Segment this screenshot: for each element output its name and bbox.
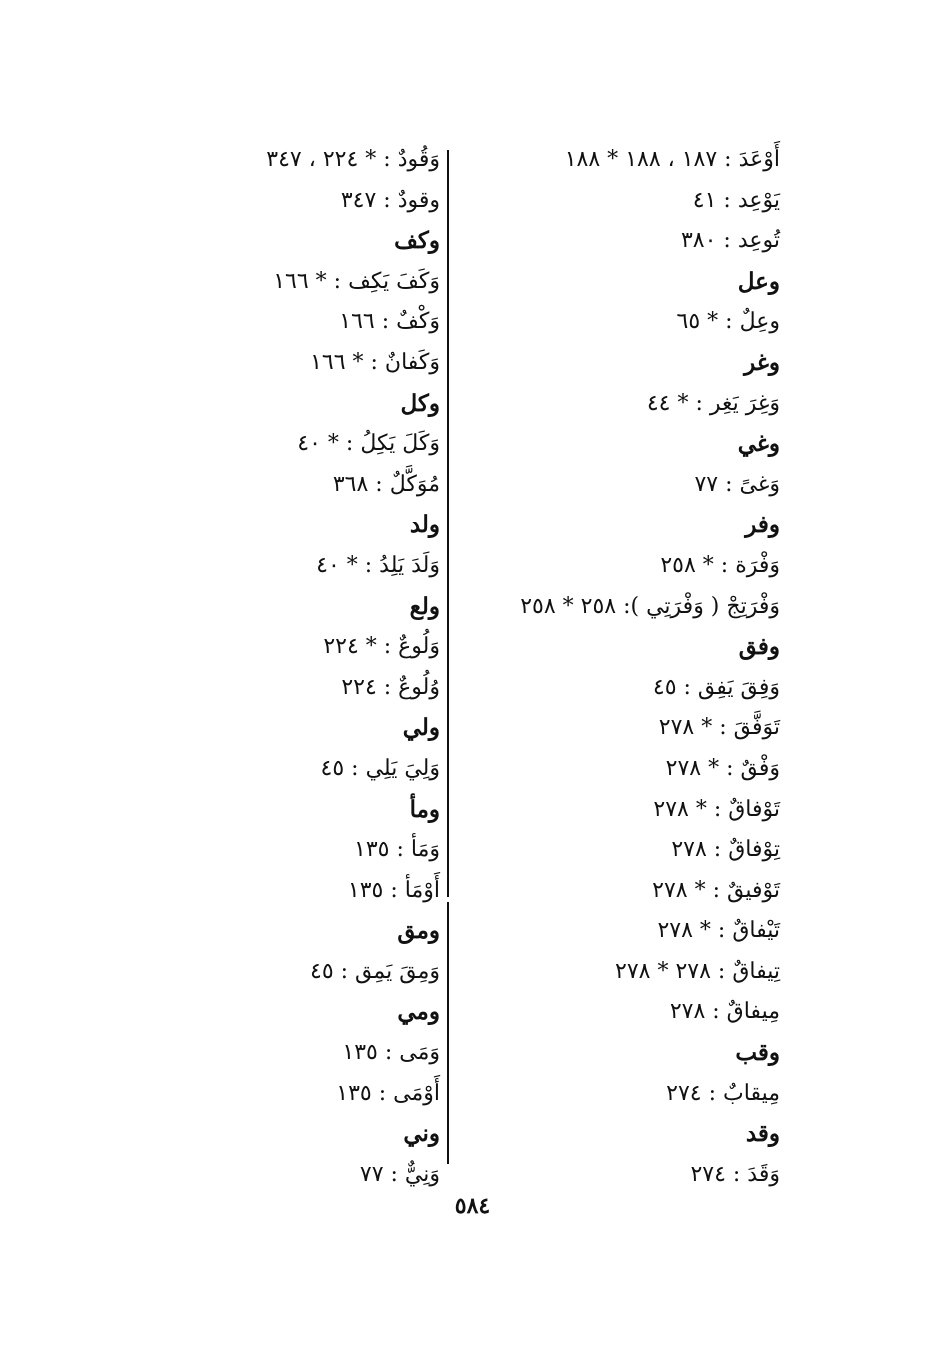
index-entry: وَلَدَ يَلِدُ : * ٤٠: [316, 552, 440, 578]
root-heading: ومق: [397, 917, 440, 945]
index-entry: وقودٌ : ٣٤٧: [340, 187, 440, 213]
index-entry: وَفِقَ يَفِق : ٤٥: [652, 674, 780, 700]
index-entry: وَمَأ : ١٣٥: [354, 837, 440, 863]
index-entry: وَغىً : ٧٧: [694, 471, 780, 497]
root-heading: وفق: [738, 633, 780, 661]
root-heading: ولي: [402, 714, 440, 742]
index-entry: تَوَفَّقَ : * ٢٧٨: [658, 715, 780, 741]
index-entry: وَنِيٌّ : ٧٧: [359, 1161, 440, 1187]
index-entry: مُوَكَّلٌ : ٣٦٨: [332, 471, 440, 497]
index-entry: وَكَفَ يَكِف : * ١٦٦: [273, 268, 440, 294]
index-entry: وُلُوعٌ : ٢٢٤: [341, 674, 440, 700]
root-heading: ومأ: [409, 795, 440, 823]
root-heading: وقد: [745, 1120, 780, 1148]
index-entry: تَيْفاقٌ : * ٢٧٨: [657, 918, 780, 944]
index-entry: وَقُودٌ : * ٢٢٤ ، ٣٤٧: [266, 147, 440, 172]
index-entry: وَفْرَة : * ٢٥٨: [660, 552, 780, 578]
index-entry: وَمَى : ١٣٥: [342, 1040, 440, 1066]
index-entry: وَقَدَ : ٢٧٤: [690, 1161, 780, 1187]
index-entry: أَوْمَى : ١٣٥: [336, 1080, 440, 1106]
index-entry: وَكْفٌ : ١٦٦: [339, 309, 440, 335]
index-entry: مِيقابٌ : ٢٧٤: [666, 1080, 780, 1106]
root-heading: وفر: [745, 511, 780, 539]
column-divider-top: [447, 150, 449, 897]
index-entry: وَفْقٌ : * ٢٧٨: [665, 755, 780, 781]
index-entry: وَلِيَ يَلِي : ٤٥: [320, 755, 440, 781]
root-heading: وكف: [394, 227, 440, 255]
index-entry: وَغِرَ يَغِر : * ٤٤: [646, 390, 780, 416]
root-heading: وغي: [737, 430, 780, 458]
index-entry: تِيفاقٌ : ٢٧٨ * ٢٧٨: [615, 958, 780, 984]
index-entry: أَوْمَأ : ١٣٥: [347, 877, 440, 903]
index-entry: تَوْفاقٌ : * ٢٧٨: [653, 796, 780, 822]
index-entry: وَكَلَ يَكِلُ : * ٤٠: [297, 431, 440, 457]
root-heading: وقب: [735, 1039, 780, 1067]
index-entry: تَوْفيقٌ : * ٢٧٨: [652, 877, 780, 903]
root-heading: وكل: [400, 389, 440, 417]
index-entry: وَفْرَتِجْ ( وَفْرَتِي ): ٢٥٨ * ٢٥٨: [520, 593, 780, 619]
root-heading: ولع: [409, 592, 440, 620]
index-entry: مِيفاقٌ : ٢٧٨: [669, 999, 780, 1025]
root-heading: ولد: [409, 511, 440, 539]
index-entry: وَكَفانٌ : * ١٦٦: [310, 349, 440, 375]
root-heading: ومي: [397, 998, 440, 1026]
index-entry: يَوْعِد : ٤١: [692, 187, 780, 213]
index-entry: وَمِقَ يَمِق : ٤٥: [310, 958, 440, 984]
index-entry: أَوْعَدَ : ١٨٧ ، ١٨٨ * ١٨٨: [564, 147, 780, 172]
left-column: [140, 140, 440, 1195]
index-entry: تُوعِد : ٣٨٠: [680, 228, 780, 254]
index-entry: تِوْفاقٌ : ٢٧٨: [671, 837, 780, 863]
index-entry: وعِلٌ : * ٦٥: [676, 309, 780, 335]
root-heading: وغر: [744, 348, 780, 376]
right-column: [450, 140, 780, 1195]
root-heading: وعل: [737, 267, 780, 295]
column-divider-bottom: [447, 902, 449, 1164]
root-heading: وني: [403, 1120, 440, 1148]
index-entry: وَلُوعٌ : * ٢٢٤: [323, 634, 440, 660]
page-number: ٥٨٤: [454, 1193, 491, 1219]
